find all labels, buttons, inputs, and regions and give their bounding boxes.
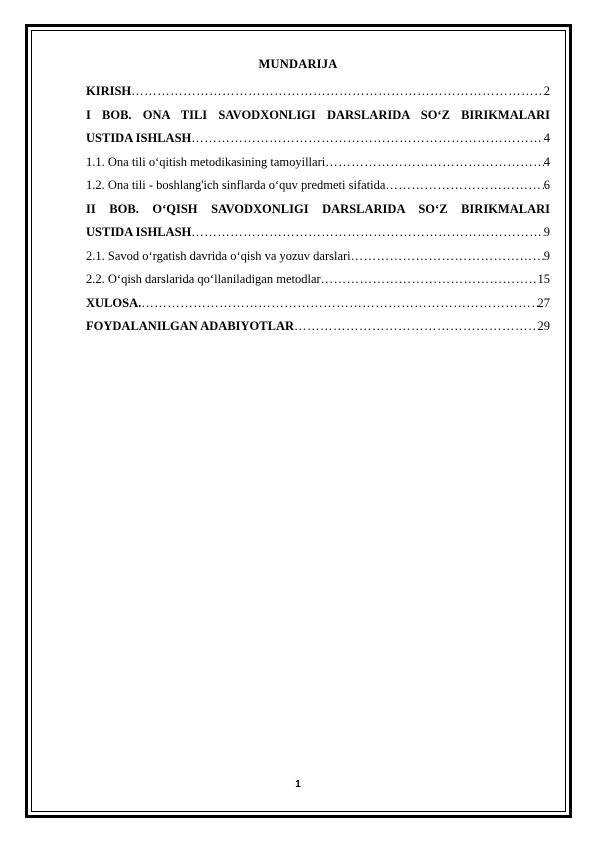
toc-entry: [86, 221, 550, 245]
table-of-contents: [86, 80, 550, 339]
toc-entry-label: FOYDALANILGAN ADABIYOTLAR: [86, 319, 295, 333]
toc-entry: [86, 80, 550, 104]
toc-entry: [86, 104, 550, 128]
toc-entry: [86, 315, 550, 339]
toc-entry: [86, 198, 550, 222]
toc-entry-page: 4: [543, 154, 550, 169]
toc-leader-dots: [321, 268, 538, 292]
page-title: MUNDARIJA: [258, 57, 338, 71]
toc-entry: [86, 268, 550, 292]
toc-entry-label: 2.1. Savod o‘rgatish davrida o‘qish va yozuv darslari: [86, 248, 351, 263]
toc-entry-page: 27: [537, 295, 550, 310]
toc-entry-label: I BOB. ONA TILI SAVODXONLIGI DARSLARIDA SO‘Z BIRIKMALARI: [86, 107, 550, 122]
toc-entry: [86, 174, 550, 198]
toc-entry-page: 4: [543, 131, 550, 145]
toc-entry-label: KIRISH: [86, 84, 132, 98]
toc-leader-dots: [131, 80, 544, 104]
toc-entry-page: 9: [543, 225, 550, 239]
toc-entry: [86, 245, 550, 269]
toc-entry-page: 6: [543, 178, 550, 192]
page-number: 1: [295, 779, 301, 790]
toc-leader-dots: [191, 221, 544, 245]
toc-entry-label: 2.2. O‘qish darslarida qo‘llaniladigan metodlar: [86, 272, 321, 286]
toc-leader-dots: [325, 151, 544, 175]
toc-leader-dots: [351, 245, 544, 269]
toc-entry-page: 15: [537, 272, 550, 286]
toc-entry-label: II BOB. O‘QISH SAVODXONLIGI DARSLARIDA SO‘Z BIRIKMALARI: [86, 201, 550, 216]
toc-leader-dots: [141, 292, 537, 316]
toc-leader-dots: [385, 174, 543, 198]
toc-entry-label: XULOSA.: [86, 295, 142, 310]
toc-entry: [86, 151, 550, 175]
toc-entry-label: 1.1. Ona tili o‘qitish metodikasining tamoyillari: [86, 154, 326, 169]
toc-leader-dots: [294, 315, 537, 339]
toc-entry-page: 2: [543, 84, 550, 98]
toc-leader-dots: [191, 127, 544, 151]
toc-entry-label: USTIDA ISHLASH: [86, 225, 192, 239]
toc-entry-label: 1.2. Ona tili - boshlang'ich sinflarda o‘quv predmeti sifatida: [86, 178, 386, 192]
toc-entry-page: 29: [537, 319, 550, 333]
toc-entry-page: 9: [543, 248, 550, 263]
toc-entry: [86, 127, 550, 151]
toc-entry: [86, 292, 550, 316]
toc-entry-label: USTIDA ISHLASH: [86, 131, 192, 145]
